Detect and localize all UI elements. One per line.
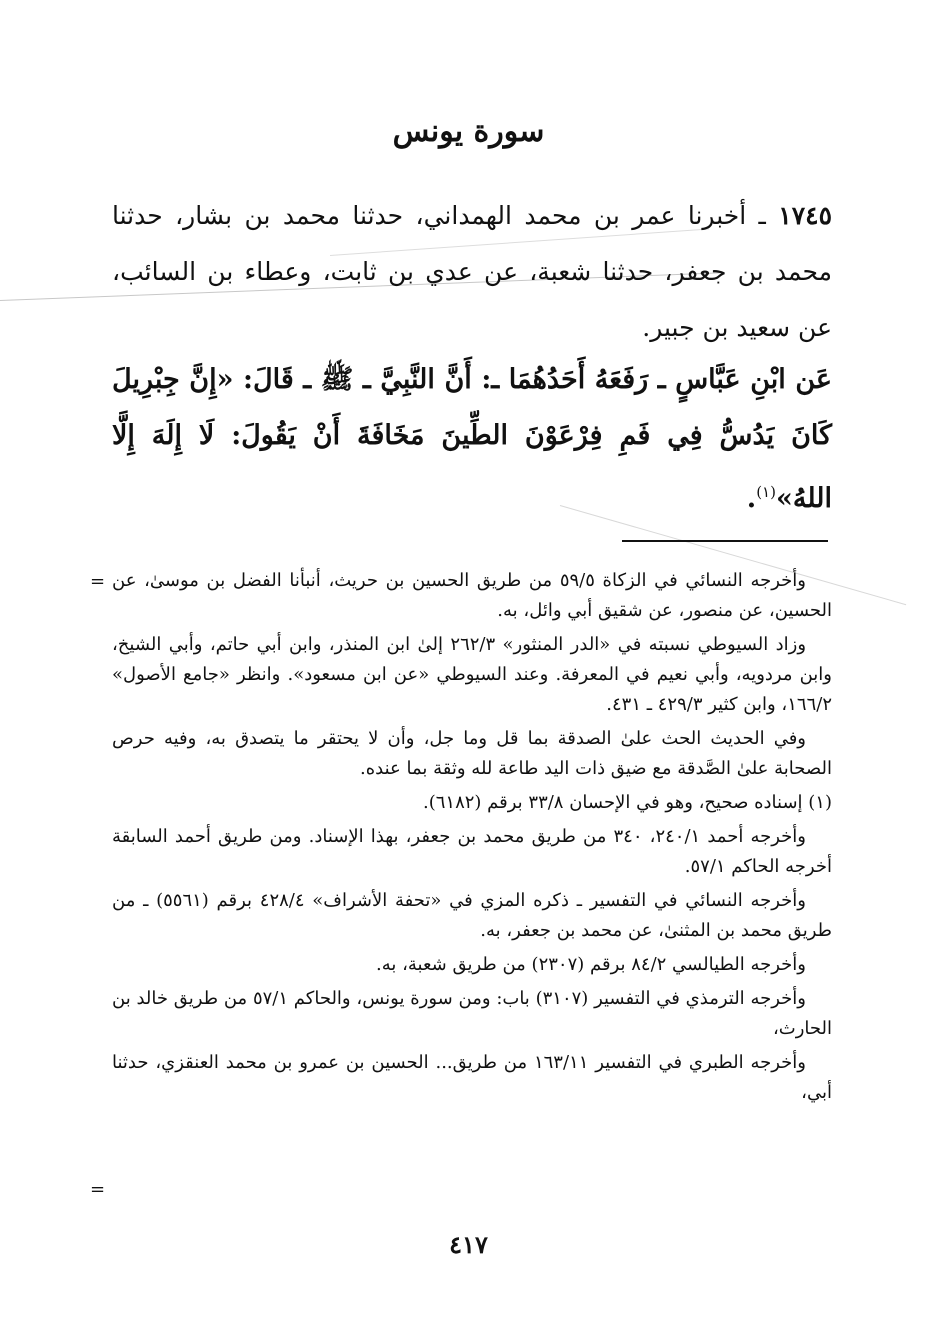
hadith-text: عَن ابْنِ عَبَّاسٍ ـ رَفَعَهُ أَحَدُهُمَا ـ: أَنَّ النَّبِيَّ ـ ﷺ ـ قَالَ: «إِنَّ جِبْرِيلَ كَانَ يَدُسُّ فِي فَمِ فِرْعَوْنَ الطِّينَ مَخَافَةَ أَنْ يَقُولَ: لَا إِلَهَ إِلَّا اللهُ» (112, 364, 832, 514)
hadith-matn (112, 352, 832, 527)
footnote-paragraph: وأخرجه الطيالسي ٨٤/٢ برقم (٢٣٠٧) من طريق شعبة، به. (375, 954, 806, 975)
footnote-paragraph: وأخرجه النسائي في الزكاة ٥٩/٥ من طريق الحسين بن حريث، أنبأنا الفضل بن موسىٰ، عن الحسين، عن منصور، عن شقيق أبي وائل، به. (112, 570, 832, 621)
continuation-mark-top: = (90, 571, 106, 592)
hadith-chain-text: ـ أخبرنا عمر بن محمد الهمداني، حدثنا محمد بن بشار، حدثنا محمد بن جعفر، حدثنا شعبة، عن عدي بن ثابت، وعطاء بن السائب، عن سعيد بن جبير. (112, 201, 832, 342)
hadith-number: ١٧٤٥ (778, 201, 832, 230)
hadith-end-mark: . (746, 483, 757, 514)
page-number: ٤١٧ (449, 1230, 488, 1259)
surah-title: سورة يونس (392, 114, 545, 149)
footnote-paragraph: وأخرجه الطبري في التفسير ١٦٣/١١ من طريق... الحسين بن عمرو بن محمد العنقزي، حدثنا أبي، (112, 1052, 832, 1103)
footnote-1-heading: (١) إسناده صحيح، وهو في الإحسان ٣٣/٨ برقم (٦١٨٢). (422, 792, 832, 813)
footnote-reference: (١) (756, 483, 776, 501)
hadith-isnad (112, 188, 832, 356)
footnote-paragraph: وفي الحديث الحث علىٰ الصدقة بما قل وما جل، وأن لا يحتقر ما يتصدق به، وفيه حرص الصحابة علىٰ الصَّدقة مع ضيق ذات اليد طاعة لله وثقة بما عنده. (112, 728, 832, 779)
footnote-paragraph: وزاد السيوطي نسبته في «الدر المنثور» ٢٦٢/٣ إلىٰ ابن المنذر، وابن أبي حاتم، وأبي الشيخ، وابن مردويه، وأبي نعيم في المعرفة. وعند السيوطي «عن ابن مسعود». وانظر «جامع الأصول» ١٦٦/٢، وابن كثير ٤٢٩/٣ ـ ٤٣١. (112, 634, 832, 715)
footnote-paragraph: وأخرجه النسائي في التفسير ـ ذكره المزي في «تحفة الأشراف» ٤٢٨/٤ برقم (٥٥٦١) ـ من طريق محمد بن المثنىٰ، عن محمد بن جعفر، به. (112, 890, 832, 941)
footnote-paragraph: وأخرجه أحمد ٢٤٠/١، ٣٤٠ من طريق محمد بن جعفر، بهذا الإسناد. ومن طريق أحمد السابقة أخرجه الحاكم ٥٧/١. (112, 826, 832, 877)
continuation-mark-bottom: = (90, 1179, 106, 1200)
footnotes-section (112, 566, 832, 1112)
footnote-paragraph: وأخرجه الترمذي في التفسير (٣١٠٧) باب: ومن سورة يونس، والحاكم ٥٧/١ من طريق خالد بن الحارث، (112, 988, 832, 1039)
footnote-separator (622, 540, 828, 542)
